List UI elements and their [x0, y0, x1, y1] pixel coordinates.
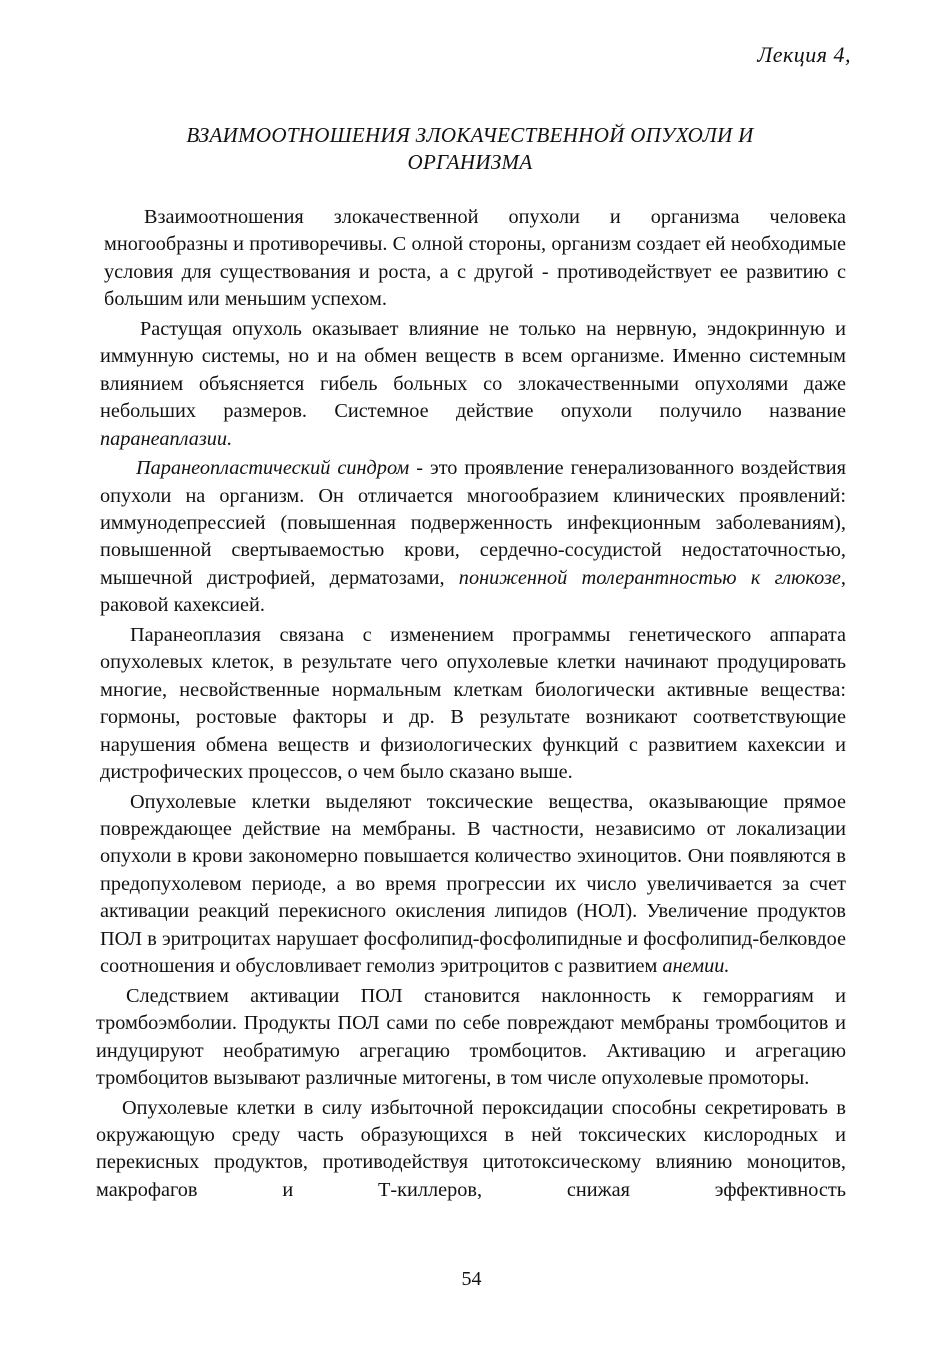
running-head: Лекция 4,: [757, 42, 851, 67]
paragraph: [96, 455, 846, 622]
italic-term: пониженной толерантностью к глюкозе: [458, 566, 841, 589]
paragraph-text: - это проявление генерализованного воздействия опухоли на организм. Он отличается многообразием клинических проявлений: иммунодепрессией (повышенная подверженность инфекционным заболеваниям), повышенной свертываемостью крови, сердечно-сосудистой недостаточностью, мышечной дистрофией, дерматозами,: [100, 457, 846, 589]
paragraph: [96, 1095, 846, 1207]
body-text: [96, 204, 846, 1206]
italic-term: анемии.: [662, 955, 730, 978]
paragraph: [96, 316, 846, 455]
paragraph-text: Растущая опухоль оказывает влияние не только на нервную, эндокринную и иммунную системы, но и на обмен веществ в всем организме. Именно системным влиянием объясняется гибель больных со злокачественными опухолями даже небольших размеров. Системное действие опухоли получило название: [100, 317, 846, 423]
paragraph: [96, 622, 846, 789]
paragraph-text: Следствием активации ПОЛ становится наклонность к геморрагиям и тромбоэмболии. Продукты ПОЛ сами по себе повреждают мембраны тромбоцитов и индуцируют необратимую агрегацию тромбоцитов. Активацию и агрегацию тромбоцитов вызывают различные митогены, в том числе опухолевые промоторы.: [96, 984, 846, 1090]
chapter-title-line-2: ОРГАНИЗМА: [407, 150, 533, 174]
paragraph: [96, 204, 846, 316]
page-number: 54: [461, 1268, 482, 1290]
chapter-title-line-1: ВЗАИМООТНОШЕНИЯ ЗЛОКАЧЕСТВЕННОЙ ОПУХОЛИ И: [186, 123, 754, 147]
paragraph-text: Опухолевые клетки выделяют токсические вещества, оказывающие прямое повреждающее действие на мембраны. В частности, независимо от локализации опухоли в крови закономерно повышается количество эхиноцитов. Они появляются в предопухолевом периоде, а во время прогрессии их число увеличивается за счет активации реакций перекисного окисления липидов (НОЛ). Увеличение продуктов ПОЛ в эритроцитах нарушает фосфолипид-фосфолипидные и фосфолипид-белковдое соотношения и обусловливает гемолиз эритроцитов с развитием: [100, 790, 846, 978]
paragraph: [96, 789, 846, 983]
chapter-title: [120, 122, 820, 176]
paragraph-text: Паранеоплазия связана с изменением программы генетического аппарата опухолевых клеток, в результате чего опухолевые клетки начинают продуцировать многие, несвойственные нормальным клеткам биологически активные вещества: гормоны, ростовые факторы и др. В результате возникают соответствующие нарушения обмена веществ и физиологических функций с развитием кахексии и дистрофических процессов, о чем было сказано выше.: [100, 623, 846, 784]
italic-term: Паранеопластический синдром: [136, 457, 410, 480]
paragraph-text: , раковой кахексией.: [100, 566, 846, 617]
paragraph-text: Опухолевые клетки в силу избыточной пероксидации способны секретировать в окружающую среду часть образующихся в ней токсических кислородных и перекисных продуктов, противодействуя цитотоксическому влиянию моноцитов, макрофагов и Т-киллеров, снижая эффективность: [96, 1096, 846, 1201]
italic-term: паранеаплазии.: [100, 427, 233, 450]
paragraph-text: Взаимоотношения злокачественной опухоли и организма человека многообразны и противоречивы. С олной стороны, организм создает ей необходимые условия для существования и роста, а с другой - противодействует ее развитию с большим или меньшим успехом.: [104, 206, 846, 311]
paragraph: [96, 983, 846, 1095]
